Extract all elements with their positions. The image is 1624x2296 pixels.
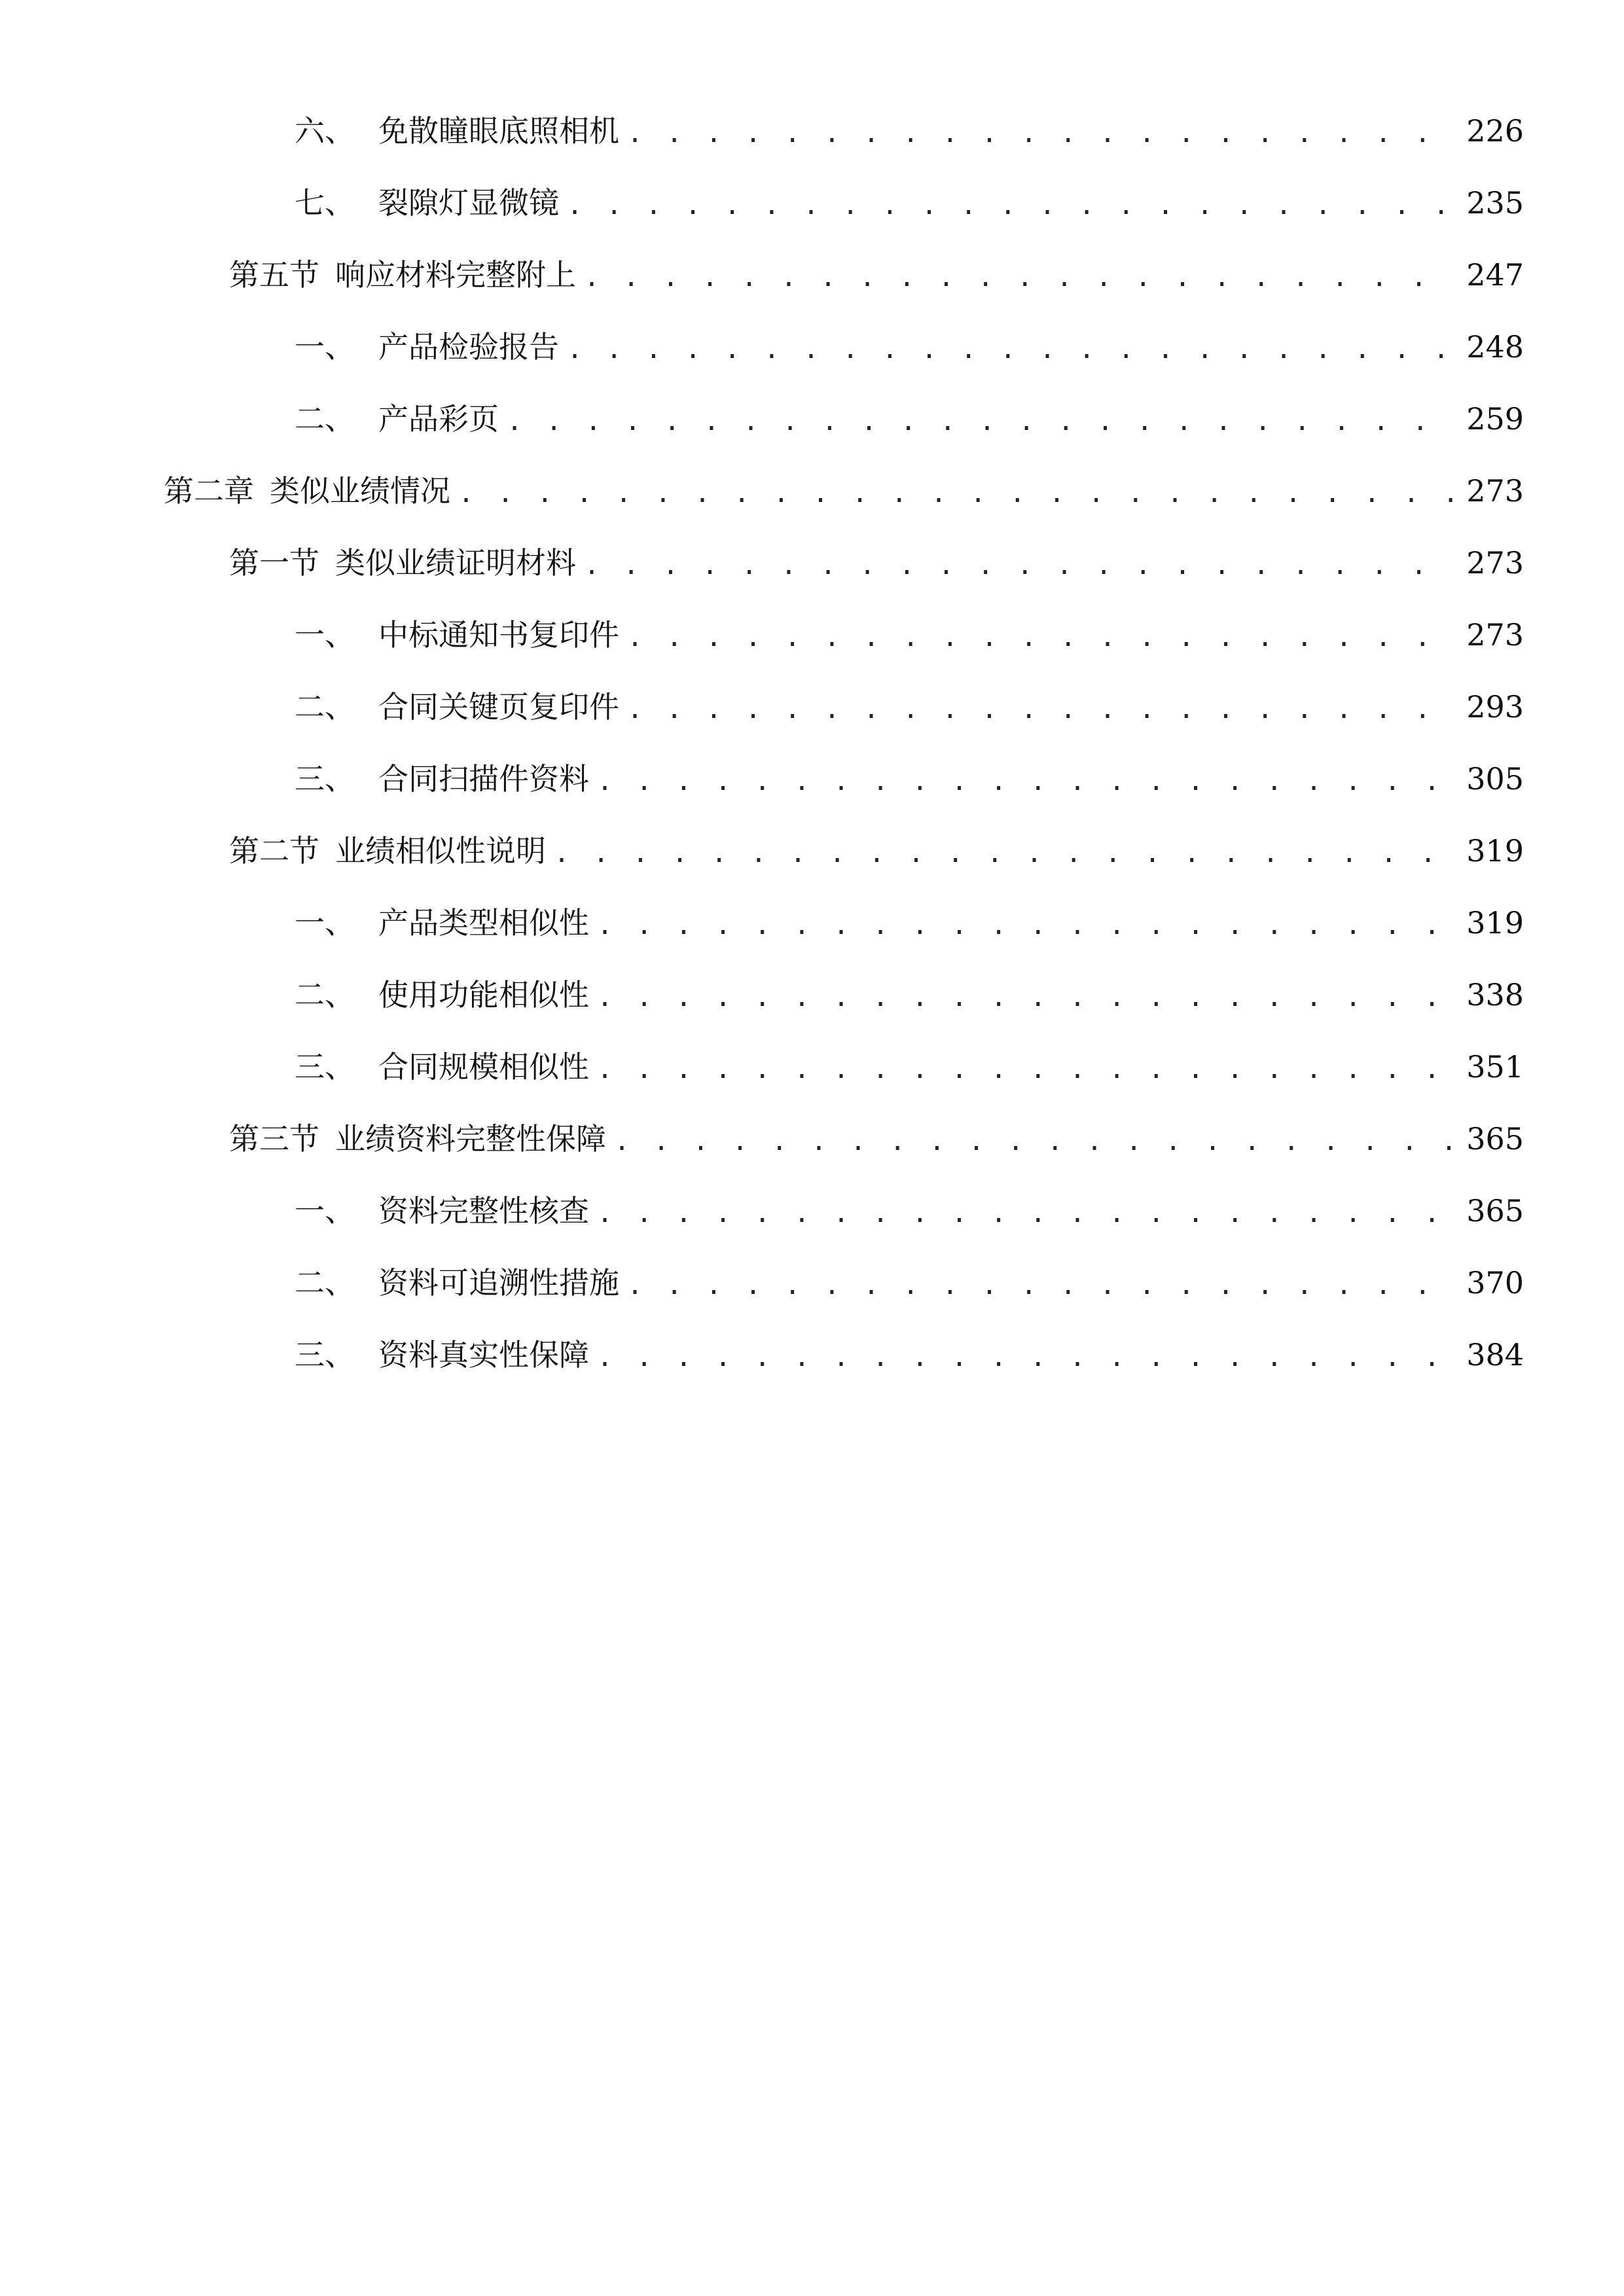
toc-dot-leader	[597, 1056, 1456, 1083]
toc-dot-leader	[597, 1200, 1456, 1227]
toc-dot-leader	[507, 408, 1456, 435]
toc-entry-page: 226	[1466, 113, 1524, 149]
toc-entry[interactable]	[0, 815, 1624, 887]
toc-entry[interactable]	[0, 1103, 1624, 1175]
toc-entry-number: 二、	[295, 977, 355, 1013]
toc-entry-number: 六、	[295, 113, 355, 149]
toc-entry-page: 273	[1466, 473, 1524, 509]
toc-entry-page: 370	[1466, 1265, 1524, 1300]
toc-entry-page: 365	[1466, 1193, 1524, 1229]
toc-entry-page: 273	[1466, 617, 1524, 653]
toc-entry-number: 二、	[295, 1265, 355, 1300]
toc-entry-page: 248	[1466, 329, 1524, 365]
toc-dot-leader	[597, 984, 1456, 1011]
toc-dot-leader	[597, 912, 1456, 939]
toc-entry-number: 七、	[295, 185, 355, 221]
toc-entry[interactable]	[0, 599, 1624, 671]
toc-entry-number: 第二节	[229, 833, 319, 869]
toc-entry-title: 使用功能相似性	[378, 977, 589, 1013]
toc-entry-page: 235	[1466, 185, 1524, 221]
toc-dot-leader	[567, 336, 1456, 363]
toc-dot-leader	[584, 552, 1456, 579]
toc-entry-title: 合同关键页复印件	[378, 689, 619, 725]
toc-dot-leader	[627, 1272, 1456, 1299]
toc-entry[interactable]	[0, 959, 1624, 1031]
toc-entry[interactable]	[0, 743, 1624, 815]
toc-entry[interactable]	[0, 383, 1624, 455]
toc-entry-number: 三、	[295, 1049, 355, 1085]
toc-entry-page: 273	[1466, 545, 1524, 581]
toc-entry-page: 384	[1466, 1337, 1524, 1372]
toc-entry-title: 裂隙灯显微镜	[378, 185, 559, 221]
toc-entry[interactable]	[0, 455, 1624, 527]
toc-dot-leader	[627, 696, 1456, 723]
toc-entry-page: 305	[1466, 761, 1524, 797]
toc-entry-title: 类似业绩情况	[270, 473, 450, 509]
toc-dot-leader	[584, 264, 1456, 291]
toc-entry-number: 一、	[295, 1193, 355, 1229]
toc-dot-leader	[597, 768, 1456, 795]
toc-entry-page: 293	[1466, 689, 1524, 725]
toc-entry[interactable]	[0, 311, 1624, 383]
toc-dot-leader	[627, 120, 1456, 147]
toc-entry-title: 响应材料完整附上	[335, 257, 576, 293]
toc-entry-page: 319	[1466, 833, 1524, 869]
toc-dot-leader	[627, 624, 1456, 651]
toc-entry-title: 产品检验报告	[378, 329, 559, 365]
toc-entry-number: 第一节	[229, 545, 319, 581]
toc-entry-title: 产品类型相似性	[378, 905, 589, 941]
toc-entry-title: 合同扫描件资料	[378, 761, 589, 797]
toc-entry-page: 351	[1466, 1049, 1524, 1085]
toc-entry-page: 259	[1466, 401, 1524, 437]
toc-dot-leader	[614, 1128, 1456, 1155]
toc-entry[interactable]	[0, 1319, 1624, 1391]
toc-entry-page: 365	[1466, 1121, 1524, 1157]
table-of-contents	[0, 95, 1624, 1391]
toc-entry-page: 319	[1466, 905, 1524, 941]
toc-dot-leader	[567, 192, 1456, 219]
toc-entry[interactable]	[0, 527, 1624, 599]
toc-entry-title: 业绩相似性说明	[335, 833, 546, 869]
toc-entry-number: 一、	[295, 617, 355, 653]
toc-entry-number: 三、	[295, 761, 355, 797]
toc-entry-number: 一、	[295, 905, 355, 941]
toc-entry[interactable]	[0, 1031, 1624, 1103]
toc-entry[interactable]	[0, 887, 1624, 959]
toc-entry-title: 资料可追溯性措施	[378, 1265, 619, 1300]
toc-entry-title: 产品彩页	[378, 401, 499, 437]
toc-entry-number: 第五节	[229, 257, 319, 293]
toc-entry-title: 资料完整性核查	[378, 1193, 589, 1229]
toc-entry-title: 类似业绩证明材料	[335, 545, 576, 581]
toc-entry-title: 资料真实性保障	[378, 1337, 589, 1372]
toc-entry-title: 合同规模相似性	[378, 1049, 589, 1085]
toc-entry[interactable]	[0, 671, 1624, 743]
toc-entry-title: 中标通知书复印件	[378, 617, 619, 653]
toc-entry-number: 二、	[295, 689, 355, 725]
toc-entry[interactable]	[0, 167, 1624, 239]
toc-dot-leader	[458, 480, 1456, 507]
toc-dot-leader	[597, 1344, 1456, 1371]
toc-entry-page: 247	[1466, 257, 1524, 293]
toc-entry[interactable]	[0, 1175, 1624, 1247]
toc-entry-number: 二、	[295, 401, 355, 437]
toc-entry-page: 338	[1466, 977, 1524, 1013]
toc-entry[interactable]	[0, 95, 1624, 167]
toc-entry-title: 业绩资料完整性保障	[335, 1121, 606, 1157]
toc-entry-number: 一、	[295, 329, 355, 365]
toc-entry-number: 第二章	[164, 473, 254, 509]
toc-entry[interactable]	[0, 239, 1624, 311]
toc-entry-number: 三、	[295, 1337, 355, 1372]
toc-entry-title: 免散瞳眼底照相机	[378, 113, 619, 149]
toc-entry[interactable]	[0, 1247, 1624, 1319]
toc-entry-number: 第三节	[229, 1121, 319, 1157]
toc-dot-leader	[554, 840, 1456, 867]
